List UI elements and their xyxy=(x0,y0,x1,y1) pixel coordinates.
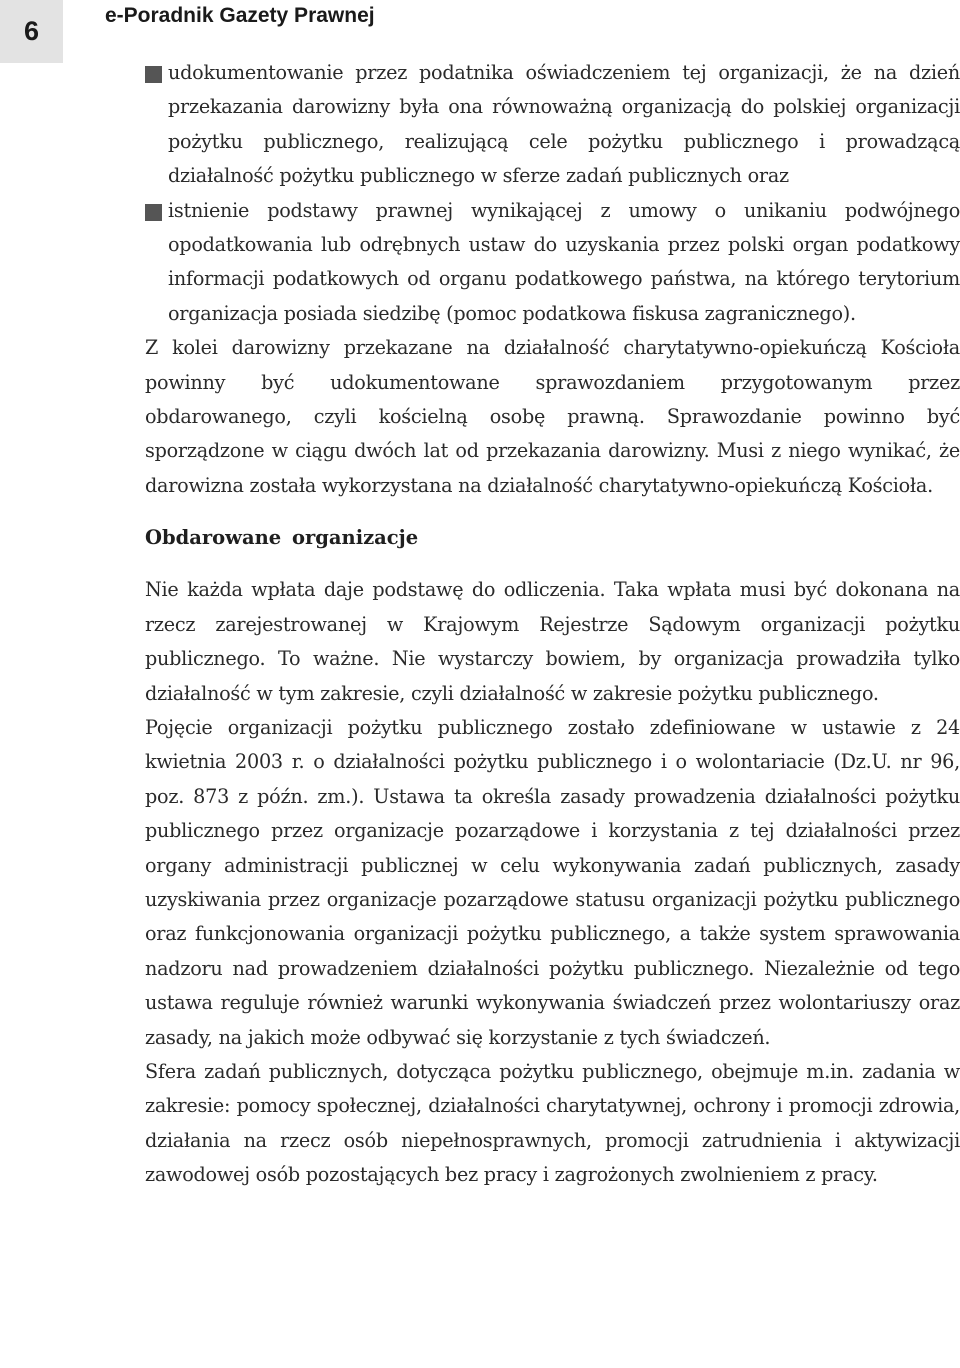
page-body xyxy=(145,56,960,1193)
list-item xyxy=(145,56,960,194)
bullet-list xyxy=(145,56,960,331)
running-header-title: e-Poradnik Gazety Prawnej xyxy=(105,4,375,27)
square-bullet-icon xyxy=(145,66,162,83)
paragraph: Nie każda wpłata daje podstawę do odliczenia. Taka wpłata musi być dokonana na rzecz zarejestrowanej w Krajowym Rejestrze Sądowym organizacji pożytku publicznego. To ważne. Nie wystarczy bowiem, by organizacja prowadziła tylko działalność w tym zakresie, czyli działalność w zakresie pożytku publicznego. xyxy=(145,578,960,705)
square-bullet-icon xyxy=(145,204,162,221)
list-item-text: istnienie podstawy prawnej wynikającej z umowy o unikaniu podwójnego opodatkowania lub odrębnych ustaw do uzyskania przez polski organ podatkowy informacji podatkowych od organu podatkowego państwa, na którego terytorium organizacja posiada siedzibę (pomoc podatkowa fiskusa zagranicznego). xyxy=(168,198,960,325)
list-item-text: udokumentowanie przez podatnika oświadczeniem tej organizacji, że na dzień przekazania darowizny była ona równoważną organizacją do polskiej organizacji pożytku publicznego, realizującą cele pożytku publicznego i prowadzącą działalność pożytku publicznego w sferze zadań publicznych oraz xyxy=(168,61,960,188)
paragraph: Z kolei darowizny przekazane na działalność charytatywno-opiekuńczą Kościoła powinny być udokumentowane sprawozdaniem przygotowanym przez obdarowanego, czyli kościelną osobę prawną. Sprawozdanie powinno być sporządzone w ciągu dwóch lat od przekazania darowizny. Musi z niego wynikać, że darowizna została wykorzystana na działalność charytatywno-opiekuńczą Kościoła. xyxy=(145,336,960,497)
section-heading: Obdarowane organizacje xyxy=(145,526,419,550)
paragraph: Sfera zadań publicznych, dotycząca pożytku publicznego, obejmuje m.in. zadania w zakresie: pomocy społecznej, działalności charytatywnej, ochrony i promocji zdrowia, działania na rzecz osób niepełnosprawnych, promocji zatrudnienia i aktywizacji zawodowej osób pozostających bez pracy i zagrożonych zwolnieniem z pracy. xyxy=(145,1059,960,1187)
page-number: 6 xyxy=(0,0,63,63)
paragraph: Pojęcie organizacji pożytku publicznego zostało zdefiniowane w ustawie z 24 kwietnia 2003 r. o działalności pożytku publicznego i o wolontariacie (Dz.U. nr 96, poz. 873 z późn. zm.). Ustawa ta określa zasady prowadzenia działalności pożytku publicznego przez organizacje pozarządowe i korzystania z tej działalności przez organy administracji publicznej w celu wykonywania zadań publicznych, zasady uzyskiwania przez organizacje pozarządowe statusu organizacji pożytku publicznego oraz funkcjonowania organizacji pożytku publicznego, a także system sprawowania nadzoru nad prowadzeniem działalności pożytku publicznego. Niezależnie od tego ustawa reguluje również warunki wykonywania świadczeń przez wolontariuszy oraz zasady, na jakich może odbywać się korzystanie z tych świadczeń. xyxy=(145,715,960,1049)
list-item xyxy=(145,194,960,332)
